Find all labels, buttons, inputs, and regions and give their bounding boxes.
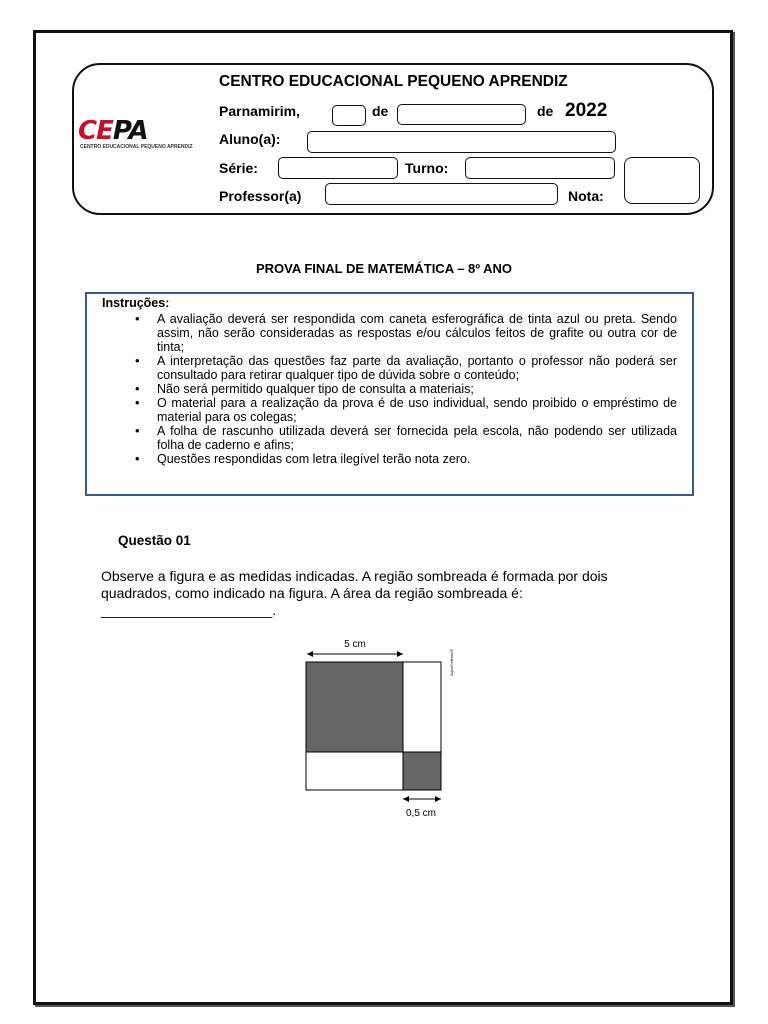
shift-field[interactable] xyxy=(465,157,615,179)
top-measure-label: 5 cm xyxy=(344,639,366,650)
question-text: Observe a figura e as medidas indicadas. A região sombreada é formada por dois quadrados, como indicado na figura. A área da região sombreada é: ______________________. xyxy=(101,568,608,618)
instruction-item: • A folha de rascunho utilizada deverá ser fornecida pela escola, não podendo ser utilizada folha de caderno e afins; xyxy=(157,424,677,452)
bottom-measure-label: 0,5 cm xyxy=(405,808,437,819)
de-label-2: de xyxy=(537,103,554,119)
student-field[interactable] xyxy=(307,131,616,153)
top-arrow-head-right xyxy=(397,651,403,657)
instructions-list xyxy=(157,312,677,466)
score-field[interactable] xyxy=(624,157,700,204)
shift-label: Turno: xyxy=(405,160,449,176)
squares-figure xyxy=(300,636,460,820)
top-arrow-head-left xyxy=(307,651,313,657)
exam-title: PROVA FINAL DE MATEMÁTICA – 8º ANO xyxy=(255,261,513,276)
question-title: Questão 01 xyxy=(118,533,191,548)
de-label-1: de xyxy=(372,103,389,119)
bottom-arrow-head-left xyxy=(403,796,409,802)
instructions-box xyxy=(85,292,694,496)
day-field[interactable] xyxy=(332,105,366,126)
city-label: Parnamirim, xyxy=(219,103,300,119)
school-name: CENTRO EDUCACIONAL PEQUENO APRENDIZ xyxy=(219,73,568,90)
instruction-item: • Questões respondidas com letra ilegível terão nota zero. xyxy=(157,452,677,466)
teacher-label: Professor(a) xyxy=(219,188,302,204)
grade-label: Série: xyxy=(219,160,258,176)
big-shaded-square xyxy=(306,662,403,752)
instruction-item: • O material para a realização da prova é de uso individual, sendo proibido o empréstimo de material para os colegas; xyxy=(157,396,677,424)
score-label: Nota: xyxy=(568,188,604,204)
grade-field[interactable] xyxy=(278,157,398,179)
month-field[interactable] xyxy=(397,104,526,125)
small-shaded-square xyxy=(403,752,441,790)
year: 2022 xyxy=(565,100,608,121)
instruction-item: • A interpretação das questões faz parte da avaliação, portanto o professor não poderá ser consultado para retirar qualquer tipo de dúvida sobre o conteúdo; xyxy=(157,354,677,382)
student-label: Aluno(a): xyxy=(219,131,281,147)
teacher-field[interactable] xyxy=(325,183,558,205)
school-logo: CEPA CENTRO EDUCACIONAL PEQUENO APRENDIZ xyxy=(78,116,193,150)
instruction-item: • A avaliação deverá ser respondida com caneta esferográfica de tinta azul ou preta. Sendo assim, não serão consideradas as respostas e/ou cálculos feitos de grafite ou outra cor de tinta; xyxy=(157,312,677,354)
watermark-text: SuperProfessor® xyxy=(450,649,454,676)
instructions-title: Instruções: xyxy=(102,296,170,310)
instruction-item: • Não será permitido qualquer tipo de consulta a materiais; xyxy=(157,382,677,396)
bottom-arrow-head-right xyxy=(435,796,441,802)
